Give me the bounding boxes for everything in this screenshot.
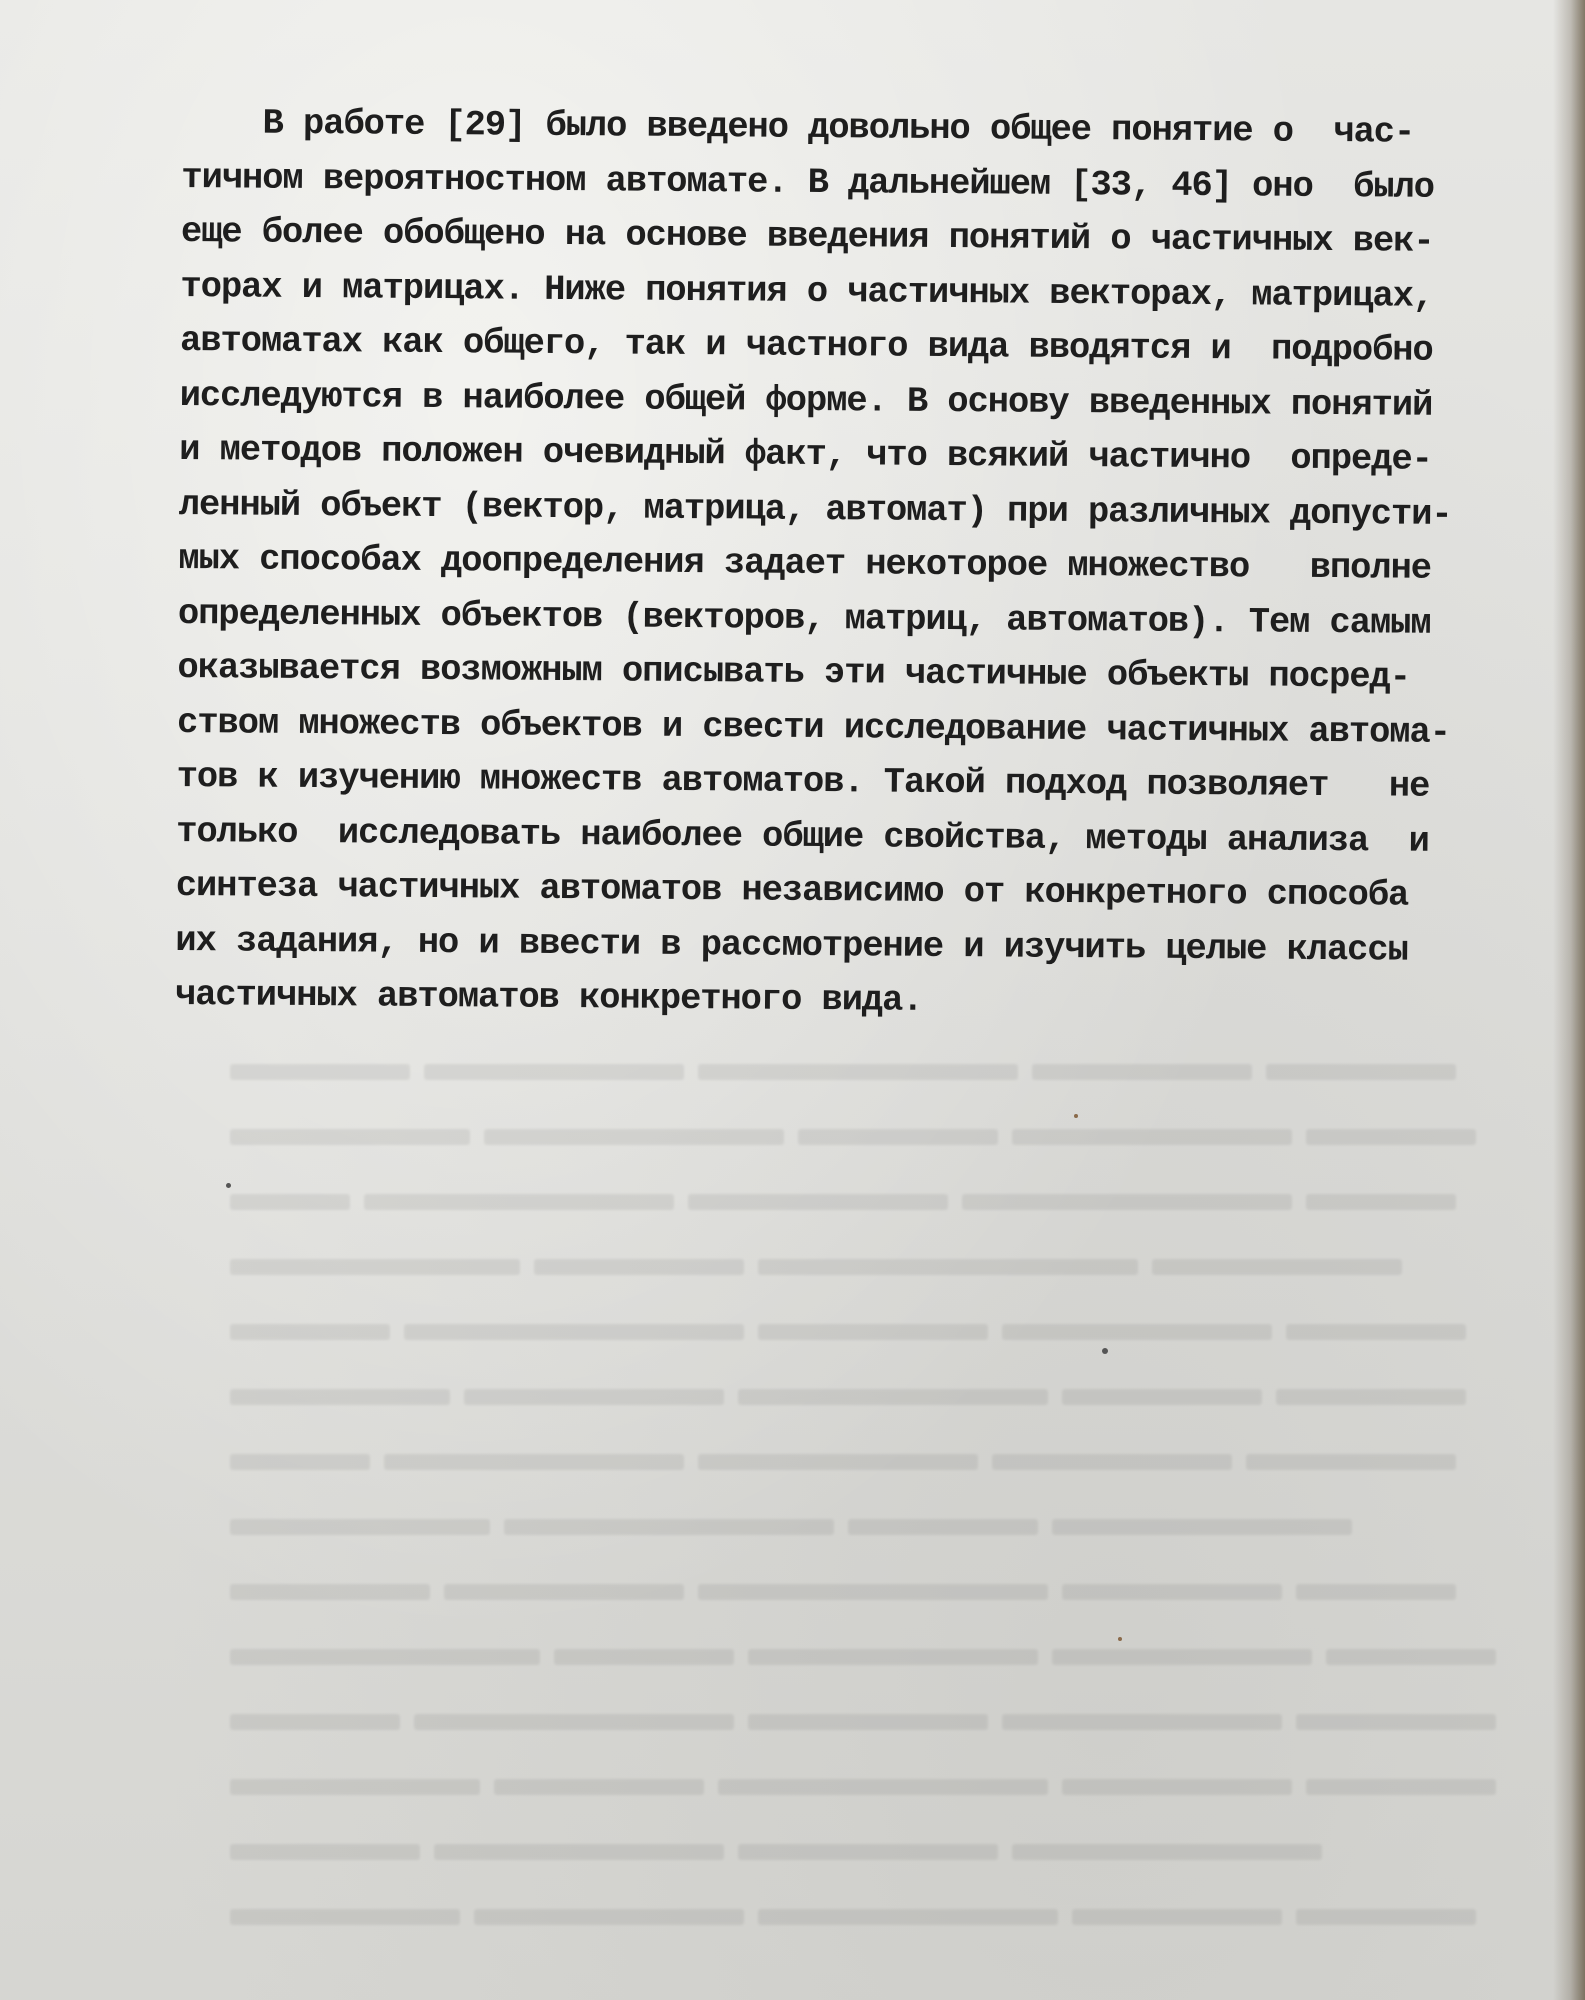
text-line: частичных автоматов конкретного вида. — [174, 973, 923, 1021]
page-edge-shadow — [1553, 0, 1585, 2000]
text-line: и методов положен очевидный факт, что всякий частично опреде- — [179, 428, 1432, 480]
text-line: ленный объект (вектор, матрица, автомат) при различных допусти- — [178, 483, 1452, 535]
text-line: исследуются в наиболее общей форме. В основу введенных понятий — [179, 374, 1433, 426]
text-line: тичном вероятностном автомате. В дальнейшем [33, 46] оно было — [181, 156, 1435, 208]
text-line: определенных объектов (векторов, матриц, автоматов). Тем самым — [177, 592, 1431, 644]
text-line: их задания, но и ввести в рассмотрение и изучить целые классы — [175, 919, 1408, 971]
paper-speck — [1118, 1637, 1122, 1641]
text-line: автоматах как общего, так и частного вида вводятся и подробно — [179, 319, 1433, 371]
bleed-through-text — [230, 1055, 1560, 1935]
text-line: торах и матрицах. Ниже понятия о частичных векторах, матрицах, — [180, 265, 1434, 317]
body-paragraph — [175, 96, 1542, 1033]
text-line: мых способах доопределения задает некоторое множество вполне — [178, 537, 1432, 589]
text-line: тов к изучению множеств автоматов. Такой подход позволяет не — [176, 755, 1430, 807]
text-line: ством множеств объектов и свести исследование частичных автома- — [176, 701, 1451, 753]
text-line: еще более обобщено на основе введения понятий о частичных век- — [180, 210, 1434, 262]
text-line: только исследовать наиболее общие свойства, методы анализа и — [176, 810, 1429, 862]
text-line: В работе [29] было введено довольно общее понятие о час- — [181, 101, 1415, 153]
paper-speck — [1102, 1348, 1108, 1354]
paper-speck — [1074, 1114, 1078, 1118]
text-line: синтеза частичных автоматов независимо от конкретного способа — [175, 864, 1409, 916]
paper-speck — [226, 1183, 231, 1188]
text-line: оказывается возможным описывать эти частичные объекты посред- — [177, 646, 1411, 698]
